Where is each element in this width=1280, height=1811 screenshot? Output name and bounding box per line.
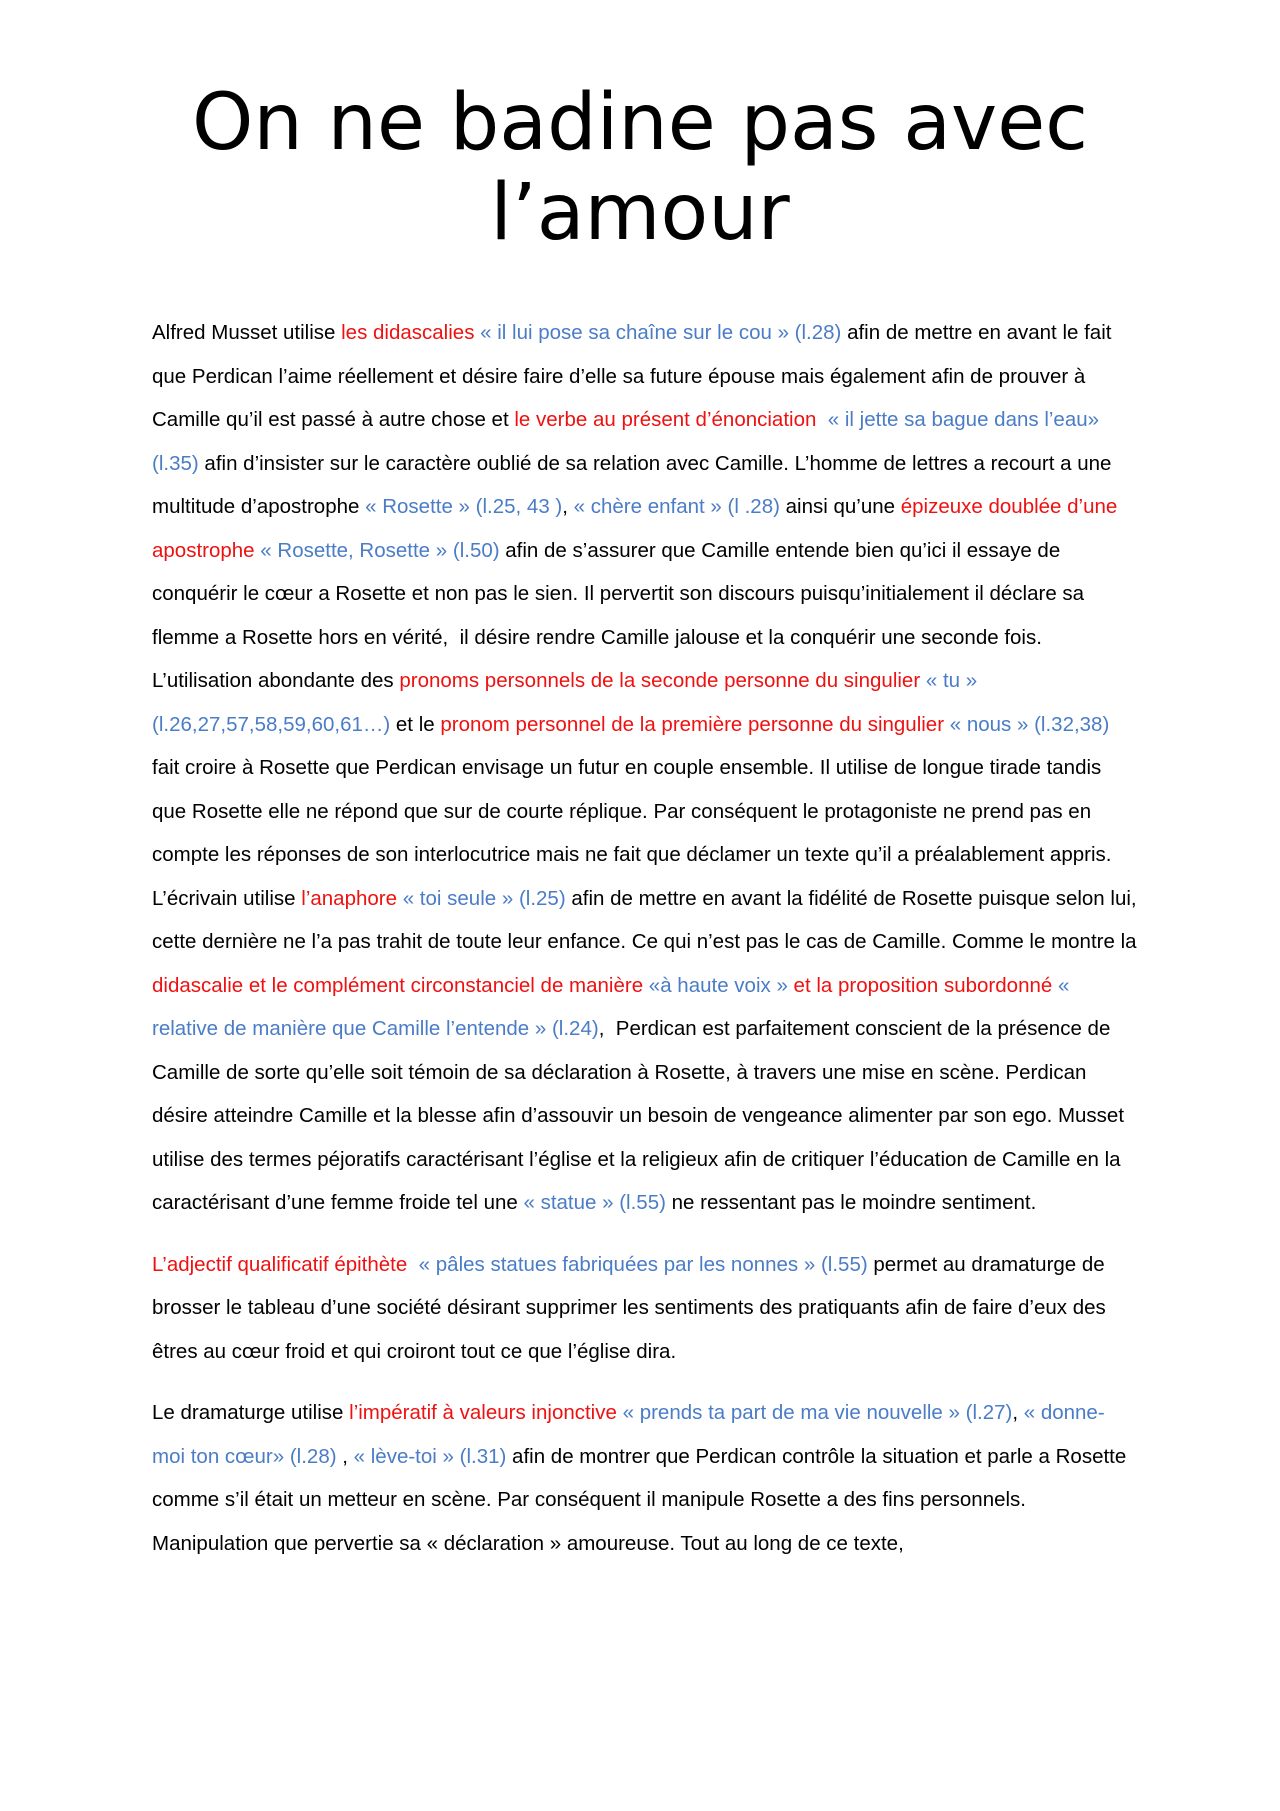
text-quote: « chère enfant » (l .28)	[573, 495, 780, 518]
text-quote: « statue » (l.55)	[523, 1191, 666, 1214]
stylistic-term: didascalie et le complément circonstanciel de manière	[152, 973, 644, 997]
body-text-segment: Le dramaturge utilise	[152, 1401, 350, 1424]
body-text-segment: afin de s’assurer que Camille entende bien qu’ici il essaye de conquérir le cœur a Rosette et non pas le sien. Il pervertit son discours puisqu’initialement il déclare sa flemme a Rosette hors en vérité, il désire rendre Camille jalouse et la conquérir une seconde fois. L’utilisation abondante des	[152, 538, 1090, 692]
stylistic-term: l’anaphore	[301, 886, 398, 910]
body-text-segment: ,	[562, 495, 574, 518]
body-text-segment: afin d’insister sur le caractère oublié de sa relation avec Camille. L’homme de lettres a recourt a une multitude d’apostrophe	[152, 451, 1118, 518]
paragraph	[152, 1243, 1137, 1374]
stylistic-term: L’adjectif qualificatif épithète	[152, 1252, 413, 1276]
body-text-segment: ,	[336, 1444, 354, 1468]
stylistic-term: épizeuxe doublée d’une apostrophe	[152, 495, 1124, 562]
stylistic-term: le verbe au présent d’énonciation	[514, 408, 823, 431]
body-text-segment: et le	[390, 712, 441, 736]
body-text-segment: afin de mettre en avant le fait que Perdican l’aime réellement et désire faire d’elle sa future épouse mais également afin de prouver à Camille qu’il est passé à autre chose et	[152, 321, 1118, 431]
text-quote: « toi seule » (l.25)	[397, 886, 566, 910]
body-text-segment: , Perdican est parfaitement conscient de la présence de Camille de sorte qu’elle soit témoin de sa déclaration à Rosette, à travers une mise en scène. Perdican désire atteindre Camille et la blesse afin d’assouvir un besoin de vengeance alimenter par son ego. Musset utilise des termes péjoratifs caractérisant l’église et la religieux afin de critiquer l’éducation de Camille en la caractérisant d’une femme froide tel une	[152, 1017, 1130, 1214]
text-quote: « relative de manière que Camille l’entende » (l.24)	[152, 973, 1076, 1040]
document-body	[152, 311, 1143, 1583]
text-quote: «à haute voix »	[643, 973, 788, 997]
body-text-segment: ne ressentant pas le moindre sentiment.	[665, 1191, 1037, 1214]
body-text-segment: Alfred Musset utilise	[152, 321, 342, 344]
text-quote: « tu » (l.26,27,57,58,59,60,61…)	[152, 669, 983, 736]
paragraph	[152, 311, 1143, 1225]
stylistic-term: pronom personnel de la première personne du singulier	[440, 712, 945, 736]
text-quote: « nous » (l.32,38)	[944, 712, 1110, 736]
body-text-segment: fait croire à Rosette que Perdican envisage un futur en couple ensemble. Il utilise de longue tirade tandis que Rosette elle ne répond que sur de courte réplique. Par conséquent le protagoniste ne prend pas en compte les réponses de son interlocutrice mais ne fait que déclamer un texte qu’il a préalablement appris. L’écrivain utilise	[152, 712, 1118, 910]
body-text-segment: ainsi qu’une	[779, 495, 901, 518]
document-title: On ne badine pas avec l’amour	[191, 78, 1089, 258]
stylistic-term: et la proposition subordonné	[787, 973, 1053, 997]
text-quote: « il jette sa bague dans l’eau» (l.35)	[152, 408, 1105, 475]
text-quote: « lève-toi » (l.31)	[353, 1444, 507, 1468]
body-text-segment: permet au dramaturge de brosser le tableau d’une société désirant supprimer les sentiments des pratiquants afin de faire d’eux des êtres au cœur froid et qui croiront tout ce que l’église dira.	[152, 1252, 1112, 1363]
body-text-segment: afin de montrer que Perdican contrôle la situation et parle a Rosette comme s’il était un metteur en scène. Par conséquent il manipule Rosette a des fins personnels. Manipulation que pervertie sa « déclaration » amoureuse. Tout au long de ce texte,	[152, 1444, 1132, 1555]
text-quote: « Rosette, Rosette » (l.50)	[254, 538, 500, 562]
stylistic-term: les didascalies	[341, 321, 475, 344]
body-text-segment: ,	[1012, 1401, 1024, 1424]
text-quote: « prends ta part de ma vie nouvelle » (l.27)	[616, 1401, 1013, 1424]
paragraph	[152, 1391, 1137, 1565]
body-text-segment: afin de mettre en avant la fidélité de Rosette puisque selon lui, cette dernière ne l’a pas trahit de toute leur enfance. Ce qui n’est pas le cas de Camille. Comme le montre la	[152, 886, 1143, 953]
text-quote: « il lui pose sa chaîne sur le cou » (l.28)	[474, 321, 842, 344]
stylistic-term: pronoms personnels de la seconde personne du singulier	[399, 669, 921, 692]
text-quote: « Rosette » (l.25, 43 )	[365, 495, 563, 518]
text-quote: « pâles statues fabriquées par les nonnes » (l.55)	[412, 1252, 868, 1276]
text-quote: « donne-moi ton cœur» (l.28)	[152, 1401, 1105, 1468]
stylistic-term: l’impératif à valeurs injonctive	[349, 1401, 617, 1424]
